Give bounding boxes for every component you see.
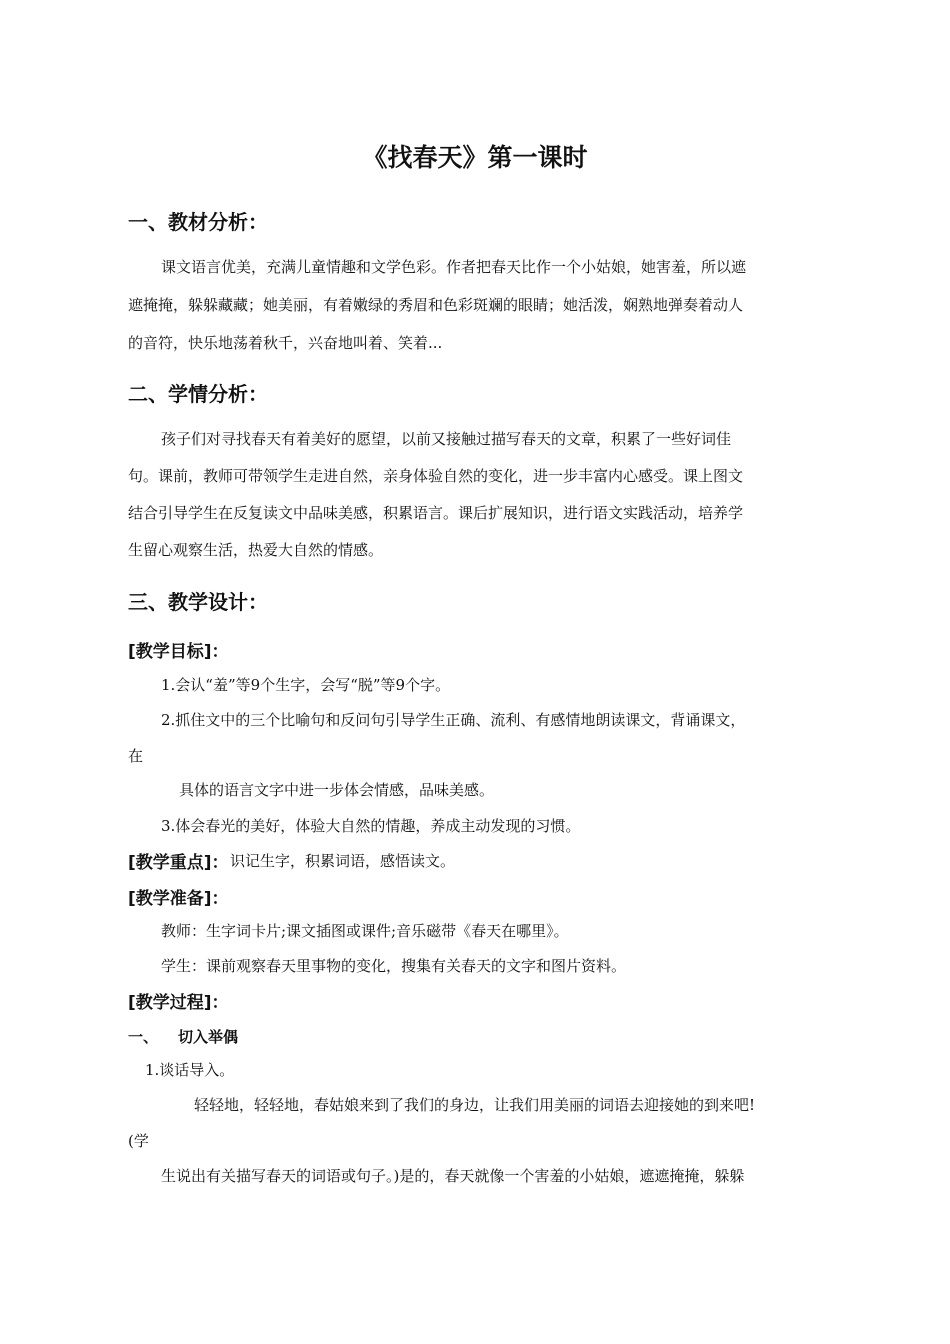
- prep-student: 学生：课前观察春天里事物的变化，搜集有关春天的文字和图片资料。: [161, 957, 627, 975]
- paragraph-line: 句。课前，教师可带领学生走进自然，亲身体验自然的变化，进一步丰富内心感受。课上图文: [128, 467, 744, 485]
- page-title: 《找春天》第一课时: [362, 143, 588, 172]
- goal-item-3: 3.体会春光的美好，体验大自然的情趣，养成主动发现的习惯。: [161, 817, 581, 835]
- subheading-teaching-goals: [教学目标]：: [128, 642, 229, 662]
- section-heading-learner-analysis: 二、学情分析：: [128, 382, 268, 406]
- step-title: 切入举偶: [178, 1028, 239, 1046]
- section-heading-teaching-design: 三、教学设计：: [128, 590, 268, 614]
- subheading-preparation: [教学准备]：: [128, 889, 229, 909]
- process-line: 生说出有关描写春天的词语或句子。)是的，春天就像一个害羞的小姑娘，遮遮掩掩，躲躲: [161, 1167, 745, 1185]
- subheading-key-points: [教学重点]：: [128, 853, 229, 873]
- goal-item-2: 2.抓住文中的三个比喻句和反问句引导学生正确、流利、有感情地朗读课文，背诵课文，: [161, 711, 746, 729]
- key-points-text: 识记生字，积累词语，感悟读文。: [230, 852, 456, 870]
- paragraph-line: 生留心观察生活，热爱大自然的情感。: [128, 541, 384, 559]
- step-number: 一、: [128, 1028, 159, 1046]
- paragraph-line: 的音符，快乐地荡着秋千，兴奋地叫着、笑着...: [128, 334, 443, 352]
- paragraph-line: 课文语言优美，充满儿童情趣和文学色彩。作者把春天比作一个小姑娘，她害羞，所以遮: [161, 258, 747, 276]
- paragraph-line: 遮掩掩，躲躲藏藏；她美丽，有着嫩绿的秀眉和色彩斑斓的眼睛；她活泼，娴熟地弹奏着动人: [128, 296, 744, 314]
- paragraph-line: 孩子们对寻找春天有着美好的愿望，以前又接触过描写春天的文章，积累了一些好词佳: [161, 430, 732, 448]
- goal-item-2-wrap: 在: [128, 747, 144, 765]
- section-heading-textbook-analysis: 一、教材分析：: [128, 210, 268, 234]
- subheading-teaching-process: [教学过程]：: [128, 993, 229, 1013]
- prep-teacher: 教师：生字词卡片;课文插图或课件;音乐磁带《春天在哪里》。: [161, 922, 569, 940]
- goal-item-2-continued: 具体的语言文字中进一步体会情感，品味美感。: [179, 781, 495, 799]
- process-line: 轻轻地，轻轻地，春姑娘来到了我们的身边，让我们用美丽的词语去迎接她的到来吧!: [194, 1096, 756, 1114]
- sub-step-1: 1.谈话导入。: [145, 1061, 235, 1079]
- process-line-wrap: (学: [128, 1132, 149, 1150]
- paragraph-line: 结合引导学生在反复读文中品味美感，积累语言。课后扩展知识，进行语文实践活动，培养学: [128, 504, 744, 522]
- goal-item-1: 1.会认“羞”等9个生字，会写“脱”等9个字。: [161, 676, 451, 694]
